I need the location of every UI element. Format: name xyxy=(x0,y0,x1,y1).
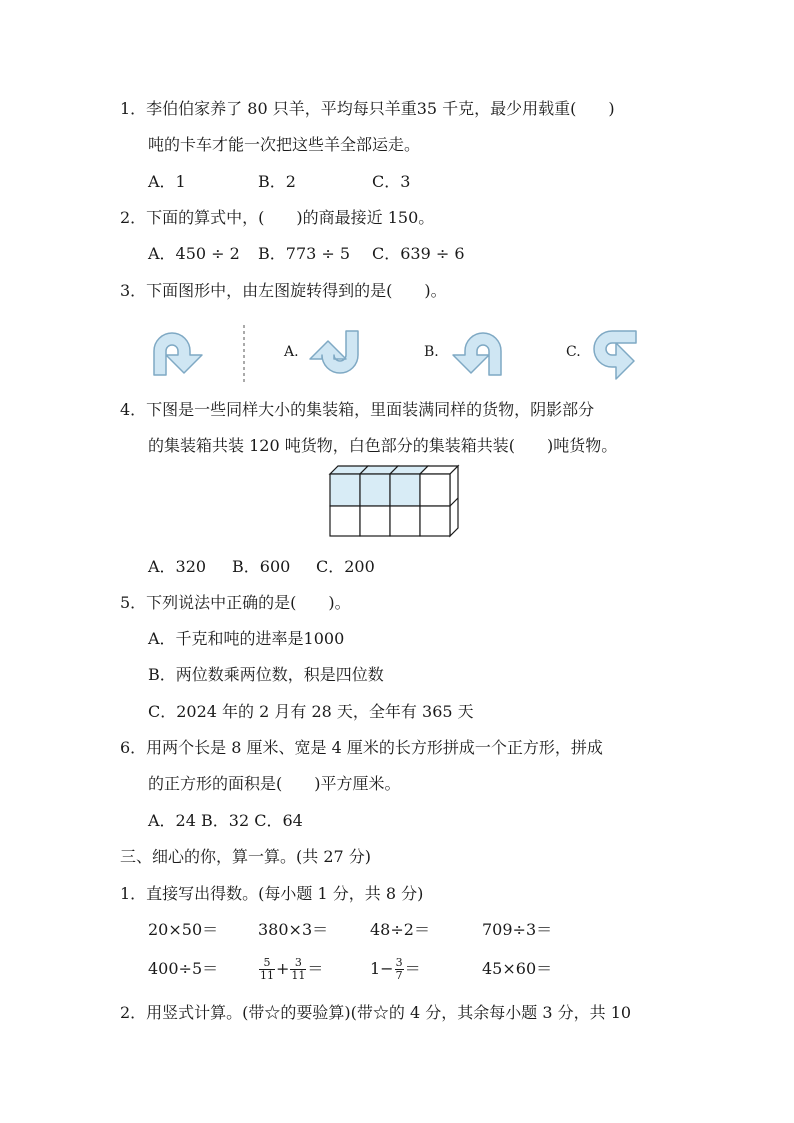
calc-3: 48÷2＝ xyxy=(370,920,430,939)
q4-line2: 的集装箱共装 120 吨货物，白色部分的集装箱共装( )吨货物。 xyxy=(148,436,618,455)
calc-7: 1− $\frac{3}{7}$ ＝ xyxy=(370,956,421,982)
q1-line2: 吨的卡车才能一次把这些羊全部运走。 xyxy=(148,135,421,154)
q2-option-c: C．639 ÷ 6 xyxy=(372,244,465,263)
container-front-2 xyxy=(360,474,390,506)
q2-line1: 2．下面的算式中，( )的商最接近 150。 xyxy=(120,208,435,227)
q3-option-b-shape[interactable] xyxy=(447,325,507,385)
container-front-4 xyxy=(420,474,450,506)
container-front-8 xyxy=(420,506,450,536)
container-front-7 xyxy=(390,506,420,536)
q6-options: A．24 B．32 C．64 xyxy=(148,811,303,830)
calc-5: 400÷5＝ xyxy=(148,959,219,978)
s3q2-title: 2．用竖式计算。(带☆的要验算)(带☆的 4 分，其余每小题 3 分，共 10 xyxy=(120,1003,632,1022)
calc-2: 380×3＝ xyxy=(258,920,329,939)
q2-option-a: A．450 ÷ 2 xyxy=(148,244,240,263)
q3-option-c-shape[interactable] xyxy=(588,325,648,385)
container-front-3 xyxy=(390,474,420,506)
q3-divider xyxy=(242,325,246,385)
container-front-5 xyxy=(330,506,360,536)
q3-label-a: A. xyxy=(284,344,299,360)
calc-1: 20×50＝ xyxy=(148,920,219,939)
section3-title: 三、细心的你，算一算。(共 27 分) xyxy=(120,847,372,866)
q6-line2: 的正方形的面积是( )平方厘米。 xyxy=(148,774,401,793)
calc-6: $\frac{5}{11}$ + $\frac{3}{11}$ ＝ xyxy=(260,956,324,982)
q5-option-a: A．千克和吨的进率是1000 xyxy=(148,629,345,648)
q5-line1: 5．下列说法中正确的是( )。 xyxy=(120,593,351,612)
q3-label-b: B. xyxy=(424,344,439,360)
container-front-1 xyxy=(330,474,360,506)
container-front-6 xyxy=(360,506,390,536)
calc-8: 45×60＝ xyxy=(482,959,553,978)
q4-option-b: B．600 xyxy=(232,557,291,576)
s3q1-title: 1．直接写出得数。(每小题 1 分，共 8 分) xyxy=(120,884,424,903)
fraction-3-11: $\frac{3}{11}$ xyxy=(291,956,306,982)
q2-option-b: B．773 ÷ 5 xyxy=(258,244,351,263)
q1-line1: 1．李伯伯家养了 80 只羊，平均每只羊重35 千克，最少用载重( ) xyxy=(120,99,615,118)
fraction-3-7: $\frac{3}{7}$ xyxy=(395,956,403,982)
q1-option-c: C．3 xyxy=(372,172,411,191)
container-side xyxy=(450,466,458,536)
q5-option-c: C．2024 年的 2 月有 28 天，全年有 365 天 xyxy=(148,702,474,721)
q4-containers-figure xyxy=(330,466,470,542)
q4-line1: 4．下图是一些同样大小的集装箱，里面装满同样的货物，阴影部分 xyxy=(120,400,595,419)
fraction-5-11: $\frac{5}{11}$ xyxy=(260,956,274,982)
q5-option-b: B．两位数乘两位数，积是四位数 xyxy=(148,665,384,684)
q3-line1: 3．下面图形中，由左图旋转得到的是( )。 xyxy=(120,281,447,300)
q3-original-shape xyxy=(148,325,208,385)
q1-option-a: A．1 xyxy=(148,172,186,191)
q3-label-c: C. xyxy=(566,344,581,360)
q1-option-b: B．2 xyxy=(258,172,296,191)
calc-4: 709÷3＝ xyxy=(482,920,553,939)
q6-line1: 6．用两个长是 8 厘米、宽是 4 厘米的长方形拼成一个正方形，拼成 xyxy=(120,738,603,757)
q3-option-a-shape[interactable] xyxy=(308,325,368,385)
q4-option-c: C．200 xyxy=(316,557,375,576)
q4-option-a: A．320 xyxy=(148,557,207,576)
